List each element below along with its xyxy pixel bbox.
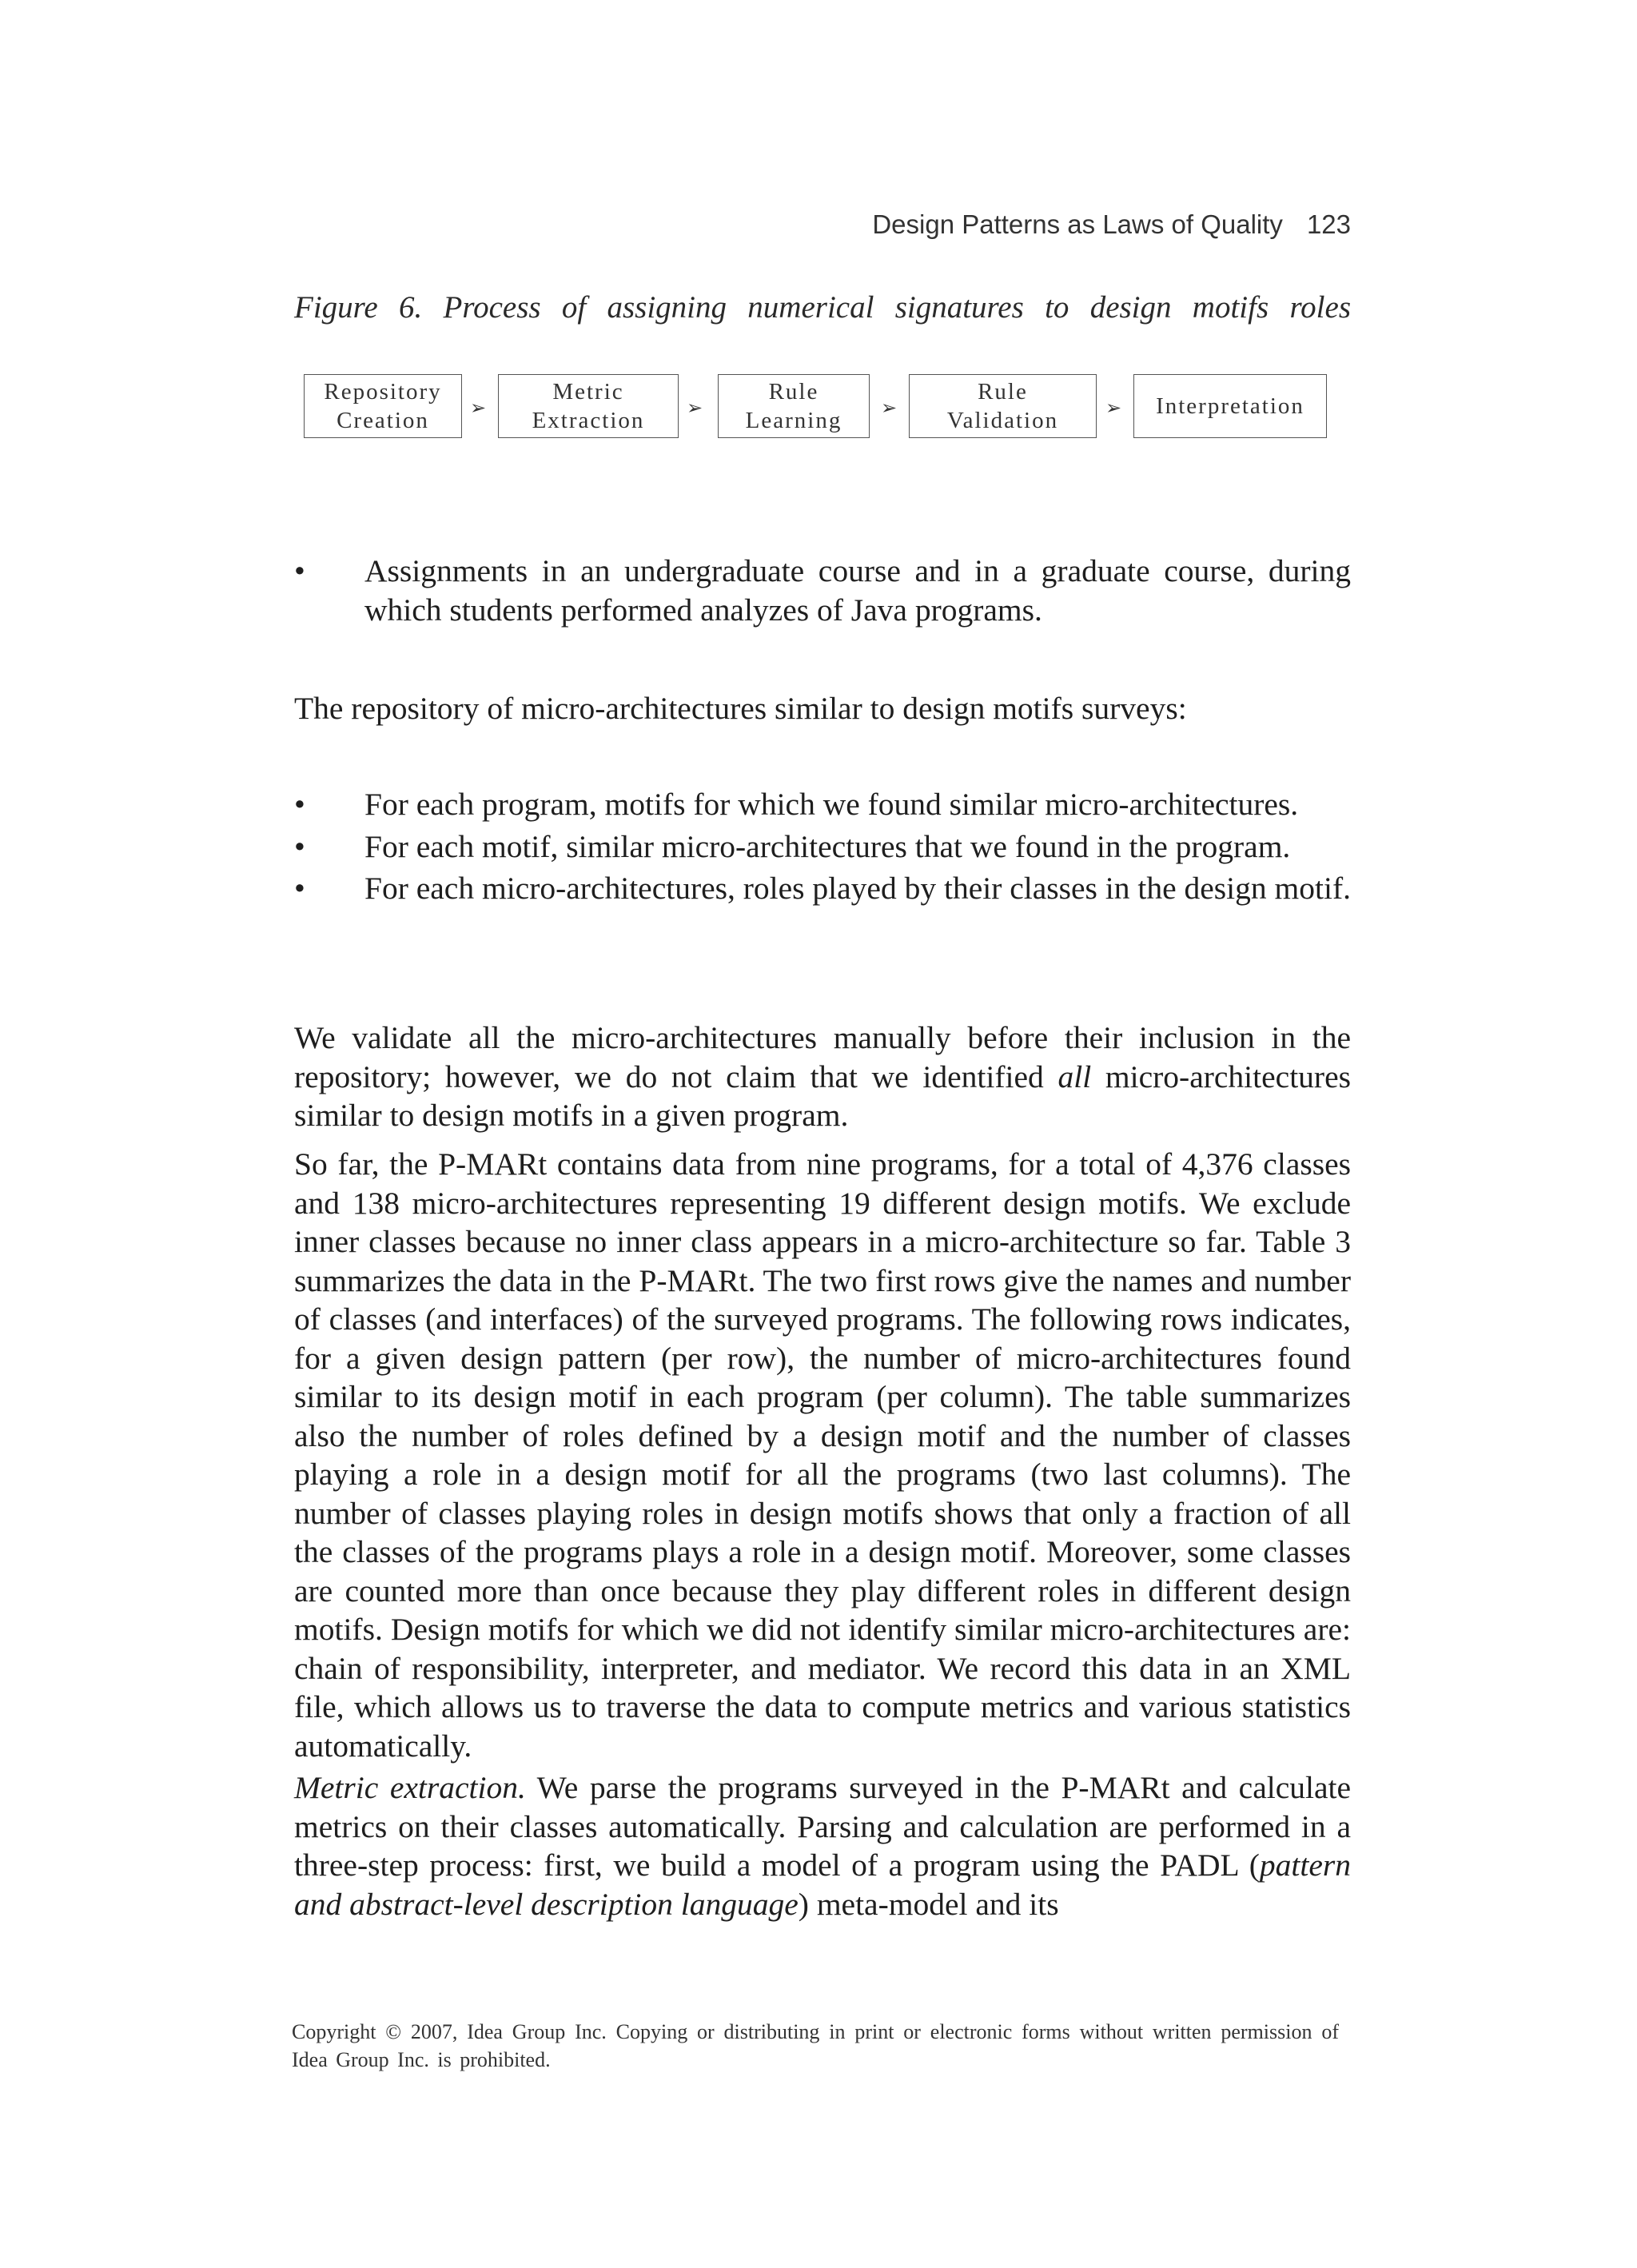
bullet-icon: • (294, 871, 305, 906)
copyright-footer: Copyright © 2007, Idea Group Inc. Copying or distributing in print or electronic forms without written permission of Idea Group Inc. is prohibited. (292, 2020, 1339, 2071)
bullet-list-2 (294, 785, 1351, 911)
process-flow-diagram (304, 374, 1343, 441)
page-number: 123 (1306, 209, 1351, 239)
bullet-list-1 (294, 552, 1351, 632)
bullet-icon: • (294, 828, 305, 864)
paragraph-validate: We validate all the micro-architectures manually before their inclusion in the repository; however, we do not claim that we identified all micro-architectures similar to design motifs in a given program. (294, 1020, 1351, 1133)
bullet-icon: • (294, 553, 305, 588)
emphasis: pattern and abstract-level description language (294, 1847, 1351, 1922)
figure-caption: Figure 6. Process of assigning numerical signatures to design motifs roles (294, 290, 1351, 325)
list-item (294, 869, 1351, 908)
running-header (847, 209, 1351, 240)
flow-arrow-icon: ➢ (881, 398, 898, 419)
step-rule-learning: Rule Learning (718, 374, 870, 438)
list-item (294, 785, 1351, 824)
flow-arrow-icon: ➢ (470, 398, 487, 419)
list-item-text: For each program, motifs for which we found similar micro-architectures. (364, 787, 1299, 822)
step-metric-extraction: Metric Extraction (498, 374, 679, 438)
list-item-text: For each micro-architectures, roles played by their classes in the design motif. (364, 871, 1351, 906)
flow-arrow-icon: ➢ (687, 398, 703, 419)
flow-arrow-icon: ➢ (1105, 398, 1122, 419)
step-rule-validation: Rule Validation (909, 374, 1097, 438)
list-item (294, 552, 1351, 629)
paragraph-pmart-summary: So far, the P-MARt contains data from nine programs, for a total of 4,376 classes and 138 micro-architectures representing 19 different design motifs. We exclude inner classes because no inner class appears in a micro-architecture so far. Table 3 summarizes the data in the P-MARt. The two first rows give the names and number of classes (and interfaces) of the surveyed programs. The following rows indicates, for a given design pattern (per row), the number of micro-architectures found similar to its design motif in each program (per column). The table summarizes also the number of roles defined by a design motif and the number of classes playing a role in a design motif for all the programs (two last columns). The number of classes playing roles in design motifs shows that only a fraction of all the classes of the programs plays a role in a design motif. Moreover, some classes are counted more than once because they play different roles in different design motifs. Design motifs for which we did not identify similar micro-architectures are: chain of responsibility, interpreter, and mediator. We record this data in an XML file, which allows us to traverse the data to compute metrics and various statistics automatically. (294, 1146, 1351, 1764)
bullet-icon: • (294, 787, 305, 822)
paragraph-metric-extraction: Metric extraction. We parse the programs surveyed in the P-MARt and calculate metrics on their classes automatically. Parsing and calculation are performed in a three-step process: first, we build a model of a program using the PADL (pattern and abstract-level description language) meta-model and its (294, 1770, 1352, 1922)
list-item-text: For each motif, similar micro-architectures that we found in the program. (364, 828, 1291, 864)
running-title: Design Patterns as Laws of Quality (872, 209, 1283, 239)
paragraph-repository: The repository of micro-architectures similar to design motifs surveys: (294, 691, 1187, 726)
emphasis: all (1057, 1058, 1092, 1094)
step-repository-creation: Repository Creation (304, 374, 462, 438)
run-in-heading: Metric extraction. (294, 1770, 526, 1805)
step-interpretation: Interpretation (1133, 374, 1327, 438)
list-item (294, 827, 1351, 867)
list-item-text: Assignments in an undergraduate course and in a graduate course, during which students performed analyzes of Java programs. (364, 553, 1351, 628)
